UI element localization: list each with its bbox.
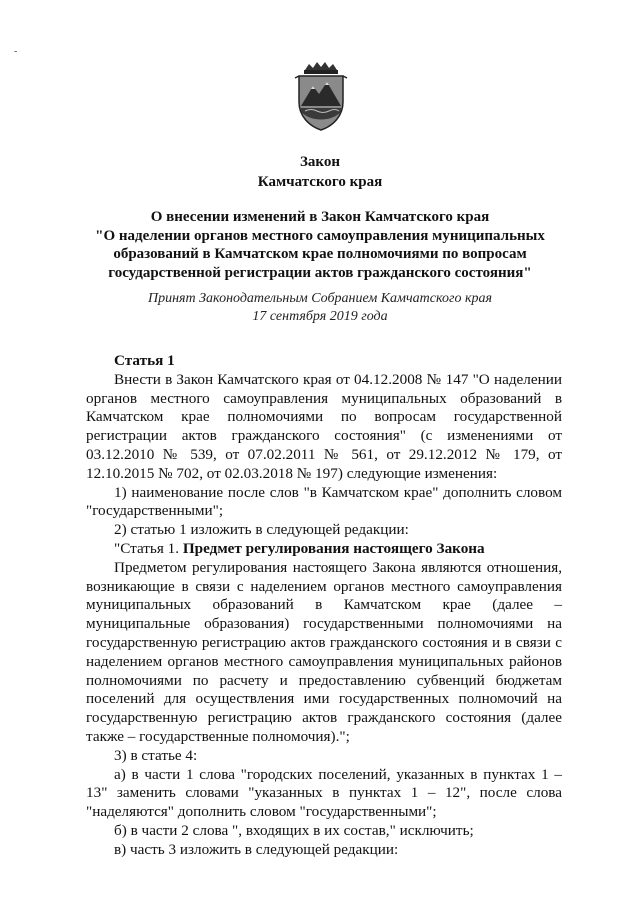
new-article-text: Предметом регулирования настоящего Закона являются отношения, возникающие в связи с наделением органов местного самоуправления муниципальных образований в Камчатском крае (далее – муниципальные образования) государственными полномочиями на государственную регистрацию актов гражданского состояния и в связи с наделением органов местного самоуправления муниципальных районов полномочиями по расчету и предоставлению субвенций бюджетам поселений для осуществления ими государственных полномочий на государственную регистрацию актов гражданского состояния (далее также – государственные полномочия)."; xyxy=(86,558,562,745)
sub-item: в) часть 3 изложить в следующей редакции: xyxy=(114,840,399,858)
list-item: 2) статью 1 изложить в следующей редакции: xyxy=(114,521,409,539)
law-subject xyxy=(60,208,580,282)
list-item: 3) в статье 4: xyxy=(114,746,198,764)
adopted-date: 17 сентября 2019 года xyxy=(252,309,388,324)
subject-line: государственной регистрации актов гражданского состояния" xyxy=(108,264,532,281)
article-intro: Внести в Закон Камчатского края от 04.12.2008 № 147 "О наделении органов местного самоуправления муниципальных образований в Камчатском крае полномочиями по вопросам государственной регистрации актов гражданского состояния" (с изменениями от 03.12.2010 № 539, от 07.02.2011 № 561, от 29.12.2012 № 179, от 12.10.2015 № 702, от 02.03.2018 № 197) следующие изменения: xyxy=(86,370,562,482)
new-article-heading xyxy=(86,540,562,559)
adopted-by: Принят Законодательным Собранием Камчатского края xyxy=(147,291,493,306)
doc-type-title: Закон xyxy=(299,154,340,170)
adoption-note xyxy=(60,290,580,326)
subject-line: образований в Камчатском крае полномочиями по вопросам xyxy=(113,246,527,262)
new-article-prefix: "Статья 1. xyxy=(114,539,183,557)
list-item: 1) наименование после слов "в Камчатском крае" дополнить словом "государственными"; xyxy=(86,483,562,520)
subject-line: "О наделении органов местного самоуправления муниципальных xyxy=(95,227,545,244)
subject-line: О внесении изменений в Закон Камчатского края xyxy=(150,209,490,225)
sub-item: б) в части 2 слова ", входящих в их состав," исключить; xyxy=(114,821,474,839)
sub-item: а) в части 1 слова "городских поселений, указанных в пунктах 1 – 13" заменить словами "указанных в пунктах 1 – 12", после слова "наделяются" дополнить словом "государственными"; xyxy=(86,765,562,821)
scan-corner-mark: - xyxy=(14,46,18,57)
kamchatka-coat-of-arms-icon xyxy=(291,60,351,132)
region-title: Камчатского края xyxy=(257,174,383,190)
article-body xyxy=(86,352,562,860)
article-heading: Статья 1 xyxy=(114,352,175,369)
new-article-title: Предмет регулирования настоящего Закона xyxy=(182,539,485,557)
